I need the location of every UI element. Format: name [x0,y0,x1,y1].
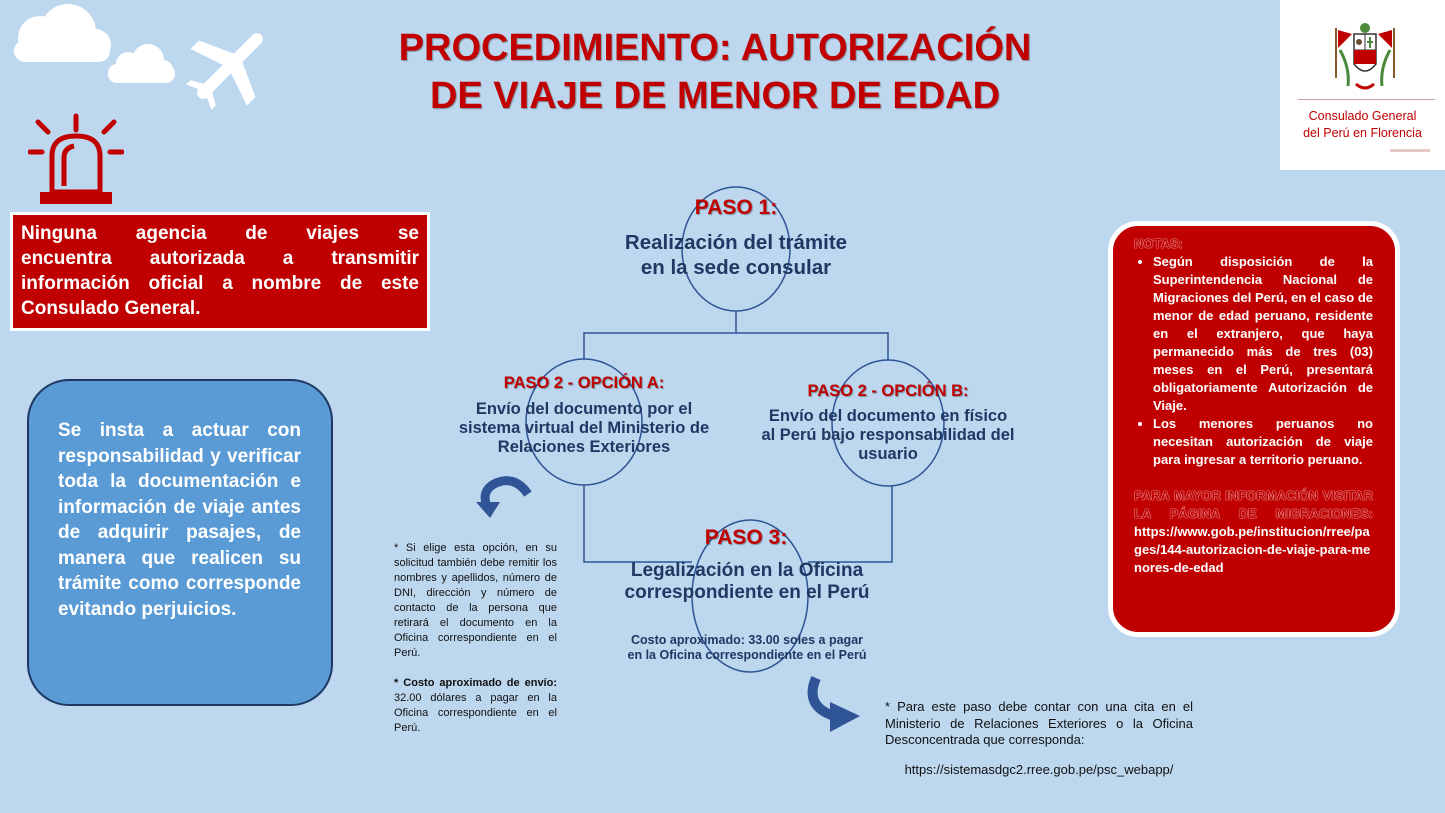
logo-caption-line: del Perú en Florencia [1303,126,1422,140]
option-a-cost-text: 32.00 dólares a pagar en la Oficina correspondiente en el Perú. [394,692,557,734]
step1-label: PASO 1: [694,196,778,219]
notes-item: • Según disposición de la Superintendencia Nacional de Migraciones del Perú, en el caso de menor de edad peruano, residente en el extranjero, que haya permanecido más de tres (03) meses en el Perú, presentará obligatoriamente Autorización de Viaje. [1153,253,1373,415]
curved-arrow-icon [813,678,860,732]
appointment-link[interactable]: https://sistemasdgc2.rree.gob.pe/psc_webapp/ [904,762,1174,777]
option-a-cost [394,676,557,736]
warning-line: información oficial a nombre de este [21,273,419,294]
logo-caption-line: Consulado General [1308,109,1417,123]
step2a-label: PASO 2 - OPCIÓN A: [503,374,665,392]
option-a-cost-label: * Costo aproximado de envío: [394,677,557,689]
option-a-note-text: * Si elige esta opción, en su solicitud también debe remitir los nombres y apellidos, número de DNI, dirección y número de contacto de la persona que retirará el documento en la Oficina correspondiente en el Perú. [394,542,557,659]
step3-cost: Costo aproximado: 33.00 soles a pagar en la Oficina correspondiente en el Perú [627,633,867,662]
step2b-text: Envío del documento en físico al Perú bajo responsabilidad del usuario [761,407,1015,463]
page-title-line: PROCEDIMIENTO: AUTORIZACIÓN [398,27,1032,69]
warning-line: encuentra autorizada a transmitir [21,248,419,269]
notes-item: • Los menores peruanos no necesitan autorización de viaje para ingresar a territorio peruano. [1153,415,1373,469]
more-info-heading: PARA MAYOR INFORMACIÓN VISITAR LA PÁGINA DE MIGRACIONES: [1134,488,1373,521]
warning-line: Consulado General. [21,298,201,319]
step2b-label: PASO 2 - OPCIÓN B: [807,382,969,400]
option-a-note [394,541,557,736]
step1-text: Realización del trámite en la sede consular [624,231,848,279]
warning-line: Ninguna agencia de viajes se [21,223,419,244]
curved-arrow-icon [476,481,528,518]
step3-note-text: * Para este paso debe contar con una cita en el Ministerio de Relaciones Exteriores o la Oficina Desconcentrada que corresponda: [885,699,1193,747]
step2a-text: Envío del documento por el sistema virtual del Ministerio de Relaciones Exteriores [458,400,710,456]
step3-note [885,699,1193,749]
migraciones-link[interactable]: https://www.gob.pe/institucion/rree/pages/144-autorizacion-de-viaje-para-menores-de-edad [1134,524,1371,575]
notes-heading: NOTAS: [1134,236,1183,251]
notes-list [1134,253,1373,469]
step3-text: Legalización en la Oficina correspondiente en el Perú [624,560,870,603]
notes-box [1108,221,1400,637]
page-title-line: DE VIAJE DE MENOR DE EDAD [429,75,1001,117]
advice-text: Se insta a actuar con responsabilidad y verificar toda la documentación e información de viaje antes de adquirir pasajes, de manera que realicen su trámite como corresponde evitando perjuicios. [58,420,301,620]
step3-label: PASO 3: [704,526,788,549]
